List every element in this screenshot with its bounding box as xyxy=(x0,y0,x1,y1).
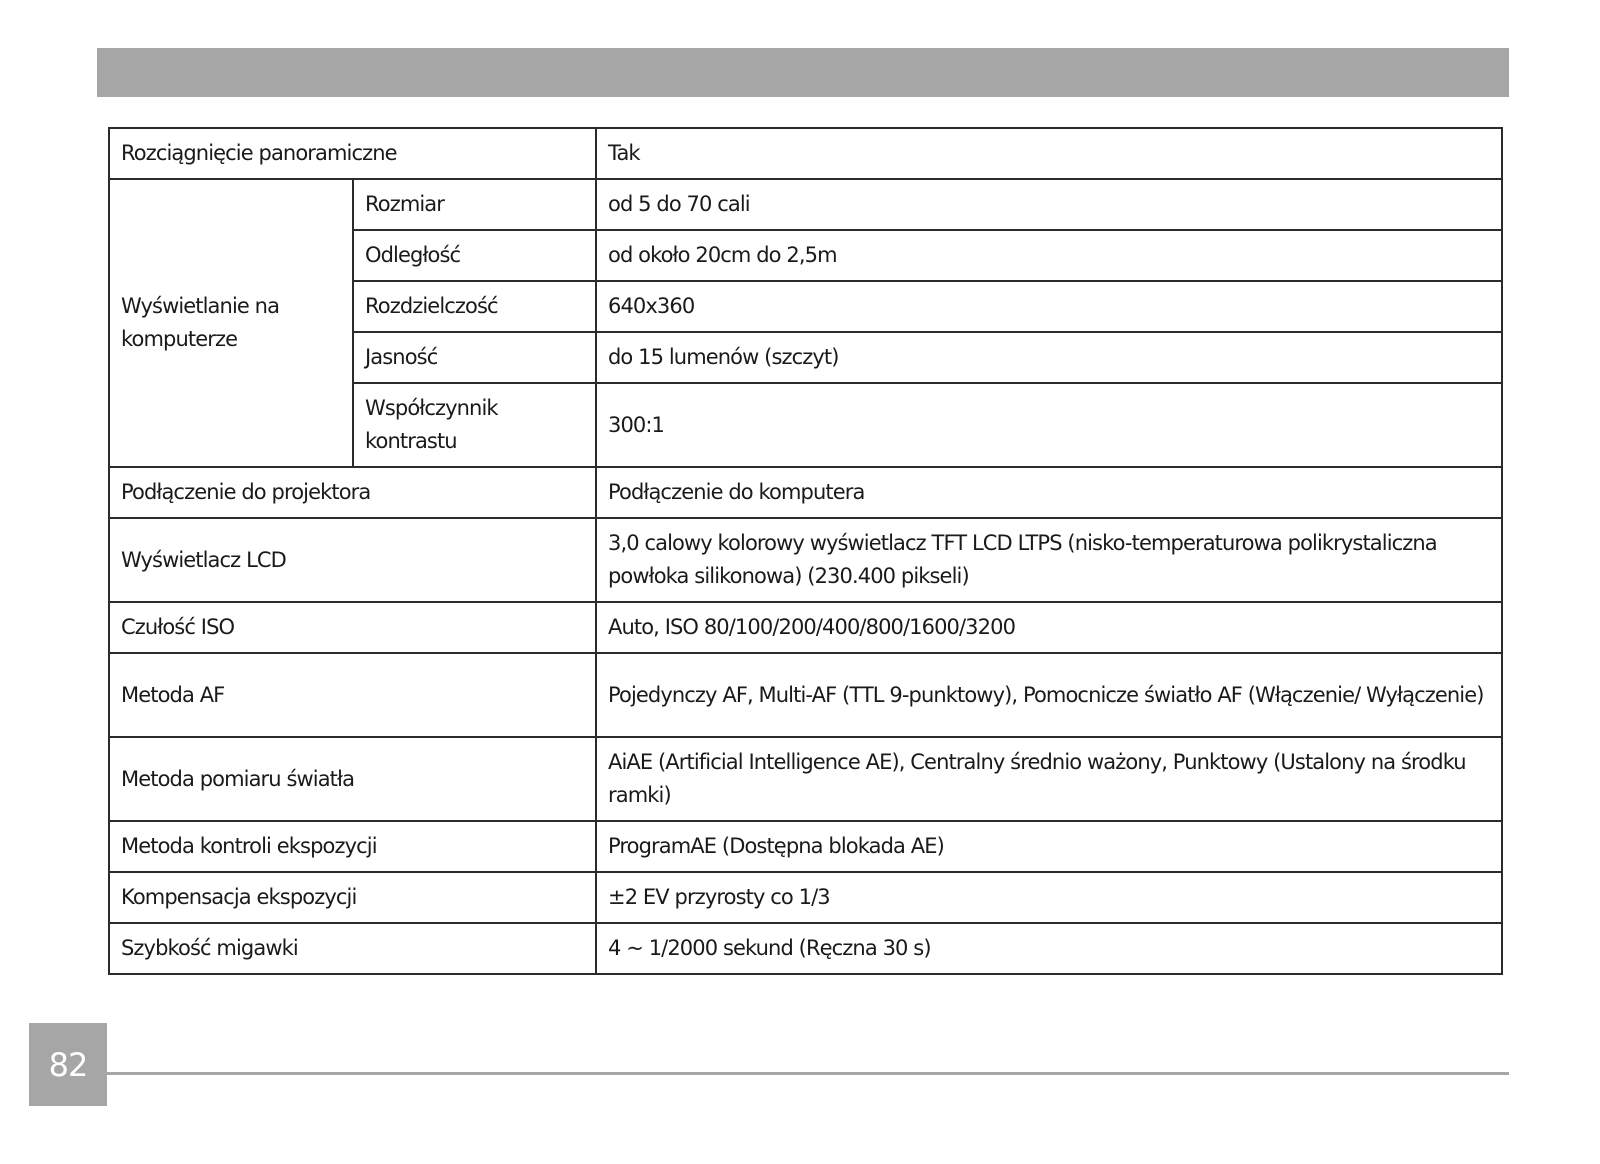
spec-value: 640x360 xyxy=(596,281,1502,332)
spec-label: Metoda kontroli ekspozycji xyxy=(109,821,596,872)
spec-value: 4 ~ 1/2000 sekund (Ręczna 30 s) xyxy=(596,923,1502,974)
spec-sublabel: Jasność xyxy=(353,332,596,383)
spec-label: Metoda pomiaru światła xyxy=(109,737,596,821)
spec-value: Podłączenie do komputera xyxy=(596,467,1502,518)
table-row xyxy=(109,737,1502,821)
spec-value: Auto, ISO 80/100/200/400/800/1600/3200 xyxy=(596,602,1502,653)
table-row xyxy=(109,821,1502,872)
spec-label: Wyświetlacz LCD xyxy=(109,518,596,602)
specifications-table xyxy=(108,127,1503,975)
spec-value: od około 20cm do 2,5m xyxy=(596,230,1502,281)
spec-sublabel: Współczynnik kontrastu xyxy=(353,383,596,467)
table-row xyxy=(109,602,1502,653)
spec-label: Czułość ISO xyxy=(109,602,596,653)
spec-value: ±2 EV przyrosty co 1/3 xyxy=(596,872,1502,923)
spec-label: Rozciągnięcie panoramiczne xyxy=(109,128,596,179)
spec-label: Metoda AF xyxy=(109,653,596,737)
header-bar xyxy=(97,48,1509,97)
spec-label: Szybkość migawki xyxy=(109,923,596,974)
spec-value: AiAE (Artificial Intelligence AE), Centralny średnio ważony, Punktowy (Ustalony na środku ramki) xyxy=(596,737,1502,821)
table-row xyxy=(109,653,1502,737)
spec-label: Kompensacja ekspozycji xyxy=(109,872,596,923)
spec-value: 300:1 xyxy=(596,383,1502,467)
spec-sublabel: Rozdzielczość xyxy=(353,281,596,332)
table-row xyxy=(109,128,1502,179)
footer-rule xyxy=(107,1072,1509,1075)
spec-value: ProgramAE (Dostępna blokada AE) xyxy=(596,821,1502,872)
spec-value: Tak xyxy=(596,128,1502,179)
spec-value: od 5 do 70 cali xyxy=(596,179,1502,230)
spec-label: Podłączenie do projektora xyxy=(109,467,596,518)
table-row xyxy=(109,179,1502,230)
table-row xyxy=(109,872,1502,923)
table-row xyxy=(109,923,1502,974)
spec-value: Pojedynczy AF, Multi-AF (TTL 9-punktowy), Pomocnicze światło AF (Włączenie/ Wyłączenie) xyxy=(596,653,1502,737)
table-row xyxy=(109,467,1502,518)
spec-value: do 15 lumenów (szczyt) xyxy=(596,332,1502,383)
spec-sublabel: Odległość xyxy=(353,230,596,281)
spec-group-label: Wyświetlanie na komputerze xyxy=(109,179,353,467)
page-number: 82 xyxy=(29,1023,107,1106)
table-row xyxy=(109,518,1502,602)
spec-value: 3,0 calowy kolorowy wyświetlacz TFT LCD LTPS (nisko-temperaturowa polikrystaliczna powłoka silikonowa) (230.400 pikseli) xyxy=(596,518,1502,602)
spec-sublabel: Rozmiar xyxy=(353,179,596,230)
